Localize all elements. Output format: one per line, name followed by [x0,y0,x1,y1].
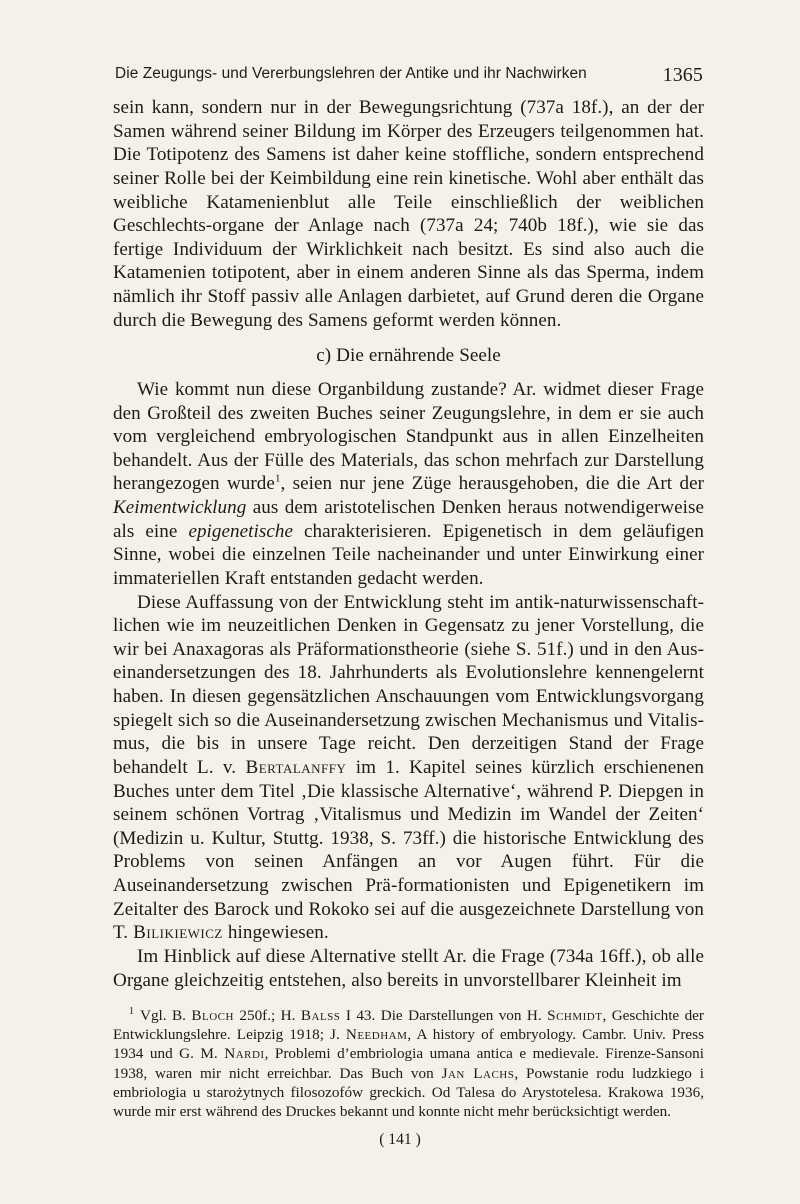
paragraph-3-text-a: Diese Auffassung von der Entwicklung steht im antik-naturwissenschaft-lichen wie im neuzeitlichen Denken in Gegensatz zu jener Vorstellung, die wir bei Anaxagoras als Präformationstheorie (siehe S. 51f.) und in den Aus-einandersetzungen des 18. Jahrhunderts als Evolutionslehre kennengelernt haben. In diesen gegensätzlichen Anschauungen vom Entwicklungsvorgang spiegelt sich so die Auseinandersetzung zwischen Mechanismus und Vitalis-mus, die bis in unsere Tage reicht. Den derzeitigen Stand der Frage behandelt L. v. [113,591,704,778]
footnote-text-6: , Problemi d’embriologia umana antica e medievale. Firenze-Sansoni 1938, waren mir nicht erreichbar. Das Buch von [113,1045,704,1082]
emphasis-keimentwicklung: Keimentwicklung [113,497,247,518]
author-schmidt: Schmidt [547,1007,603,1024]
paragraph-2-text-a: Wie kommt nun diese Organbildung zustande? Ar. widmet dieser Frage den Großteil des zweiten Buches seiner Zeugungslehre, in dem er sie auch vom vergleichend embryologischen Standpunkt aus in allen Einzelheiten behandelt. Aus der Fülle des Materials, das schon mehrfach zur Darstellung herangezogen wurde [113,378,704,495]
author-balss: Balss [300,1007,341,1024]
section-heading: c) Die ernährende Seele [316,345,501,367]
footnote-marker: 1 [129,1005,134,1017]
author-needham: Needham [345,1026,408,1044]
paragraph-2-text-d: charakterisieren. Epigenetisch in dem geläufigen Sinne, wobei die einzelnen Teile nacheinander und unter Einwirkung einer immateriellen Kraft entstanden gedacht werden. [113,520,704,589]
page-number: ( 141 ) [379,1131,421,1148]
running-head-title: Die Zeugungs- und Vererbungslehren der Antike und ihr Nachwirken [115,65,587,82]
footnote [113,1006,704,1121]
footnote-text-1: Vgl. B. [140,1007,192,1024]
paragraph-2 [113,378,704,591]
footnote-reference: 1 [274,473,281,486]
footnote-text-5: , A history of embryology. Cambr. Univ. Press 1934 und G. M. [113,1026,704,1063]
author-nardi: Nardi [224,1045,265,1063]
footnote-text-2: 250f.; H. [233,1007,301,1024]
paragraph-3 [113,591,704,945]
footnote-text-7: , Powstanie rodu ludzkiego i embriologia u starożytnych filosozofów greckich. Od Talesa do Arystotelesa. Krakowa 1936, wurde mir erst während des Druckes bekannt und konnte nicht mehr berücksichtigt werden. [113,1064,704,1121]
emphasis-epigenetische: epigenetische [188,520,293,542]
author-bertalanffy: Bertalanffy [245,756,347,778]
author-bloch: Bloch [191,1007,234,1024]
author-bilikiewicz: Bilikiewicz [133,922,223,944]
footnote-text-4: , Geschichte der Entwicklungslehre. Leipzig 1918; J. [113,1007,704,1044]
paragraph-3-text-c: hingewiesen. [222,922,329,944]
paragraph-1: sein kann, sondern nur in der Bewegungsrichtung (737a 18f.), an der der Samen während seiner Bildung im Körper des Erzeugers teilgenommen hat. Die Totipotenz des Samens ist daher keine stoffliche, sondern entsprechend seiner Rolle bei der Keimbildung eine rein kinetische. Wohl aber enthält das weibliche Katamenienblut alle Teile einschließlich der weiblichen Geschlechts-organe der Anlage nach (737a 24; 740b 18f.), wie sie das fertige Individuum der Wirklichkeit nach besitzt. Es sind also auch die Katamenien totipotent, aber in einem anderen Sinne als das Sperma, indem nämlich ihr Stoff passiv alle Anlagen darbietet, auf Grund deren die Organe durch die Bewegung des Samens geformt werden können. [113,97,704,331]
paragraph-2-text-c: aus dem aristotelischen Denken heraus notwendigerweise als eine [113,497,704,542]
author-jan-lachs: Jan Lachs [441,1064,515,1082]
running-head-page-number: 1365 [662,64,703,86]
footnote-text-3: I 43. Die Darstellungen von H. [340,1007,548,1024]
paragraph-2-text-b: , seien nur jene Züge herausgehoben, die die Art der [280,473,704,495]
footnote-text [113,1006,704,1121]
body-text [113,96,704,992]
paragraph-4: Im Hinblick auf diese Alternative stellt Ar. die Frage (734a 16ff.), ob alle Organe gleichzeitig entstehen, also bereits in unvorstellbarer Kleinheit im [113,945,704,991]
running-head [115,64,703,86]
paragraph-3-text-b: im 1. Kapitel seines kürzlich erschienenen Buches unter dem Titel ‚Die klassische Alternative‘, während P. Diepgen in seinem schönen Vortrag ‚Vitalismus und Medizin im Wandel der Zeiten‘ (Medizin u. Kultur, Stuttg. 1938, S. 73ff.) die historische Entwicklung des Problems von seinen Anfängen an vor Augen führt. Für die Auseinandersetzung zwischen Prä-formationisten und Epigenetikern im Zeitalter des Barock und Rokoko sei auf die ausgezeichnete Darstellung von T. [113,756,704,944]
